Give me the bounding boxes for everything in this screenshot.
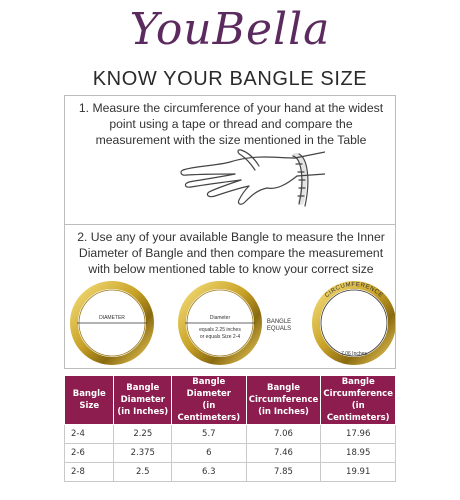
table-cell: 2.5 [114, 463, 172, 482]
table-cell: 2.375 [114, 444, 172, 463]
step-1-panel [64, 95, 396, 225]
table-row [65, 463, 396, 482]
step-1-text: 1. Measure the circumference of your hand at the widest point using a tape or thread and compare the measurement with the size mentioned in the Table [78, 101, 384, 147]
table-cell: 2-6 [65, 444, 114, 463]
table-cell: 5.7 [172, 425, 246, 444]
table-cell: 2.25 [114, 425, 172, 444]
header-bangle-size: Bangle Size [65, 376, 114, 425]
step-2-text: 2. Use any of your available Bangle to measure the Inner Diameter of Bangle and then compare the measurement with below mentioned table to know your correct size [77, 230, 385, 276]
step-2-panel [64, 225, 396, 369]
header-diameter-cm: Bangle Diameter (in Centimeters) [172, 376, 246, 425]
table-cell: 6 [172, 444, 246, 463]
table-cell: 7.06 [246, 425, 321, 444]
table-cell: 7.85 [246, 463, 321, 482]
table-cell: 6.3 [172, 463, 246, 482]
header-circumference-inches: Bangle Circumference (in Inches) [246, 376, 321, 425]
header-diameter-inches: Bangle Diameter (in Inches) [114, 376, 172, 425]
ring2-label-line3: or equals Size 2-4 [199, 334, 241, 340]
bangle-diameter-ring [74, 285, 150, 361]
bangle-size-table [64, 375, 396, 482]
table-row [65, 444, 396, 463]
table-cell: 19.91 [321, 463, 396, 482]
table-cell: 2-4 [65, 425, 114, 444]
table-cell: 17.96 [321, 425, 396, 444]
circumference-arc-label: CIRCUMFERENCE [324, 281, 384, 300]
header-circumference-cm: Bangle Circumference (in Centimeters) [321, 376, 396, 425]
diameter-label: DIAMETER [99, 315, 125, 321]
ring2-label-line2: equals 2.25 inches [199, 327, 241, 333]
table-header-row [65, 376, 396, 425]
bangle-equals-line2: EQUALS [266, 326, 292, 332]
table-cell: 2-8 [65, 463, 114, 482]
table-cell: 18.95 [321, 444, 396, 463]
bangle-size-ring [182, 285, 258, 361]
ring2-label-line1: Diameter [209, 315, 231, 321]
table-row [65, 425, 396, 444]
page-title: KNOW YOUR BANGLE SIZE [92, 68, 368, 90]
table-cell: 7.46 [246, 444, 321, 463]
circumference-measure-label: 7.06 Inches [341, 351, 367, 357]
bangle-measure-illustration [65, 277, 395, 367]
bangle-equals-line1: BANGLE [266, 319, 292, 325]
bangle-circumference-ring [316, 282, 392, 361]
hand-measure-illustration [175, 144, 325, 220]
brand-logo: YouBella [129, 4, 331, 55]
